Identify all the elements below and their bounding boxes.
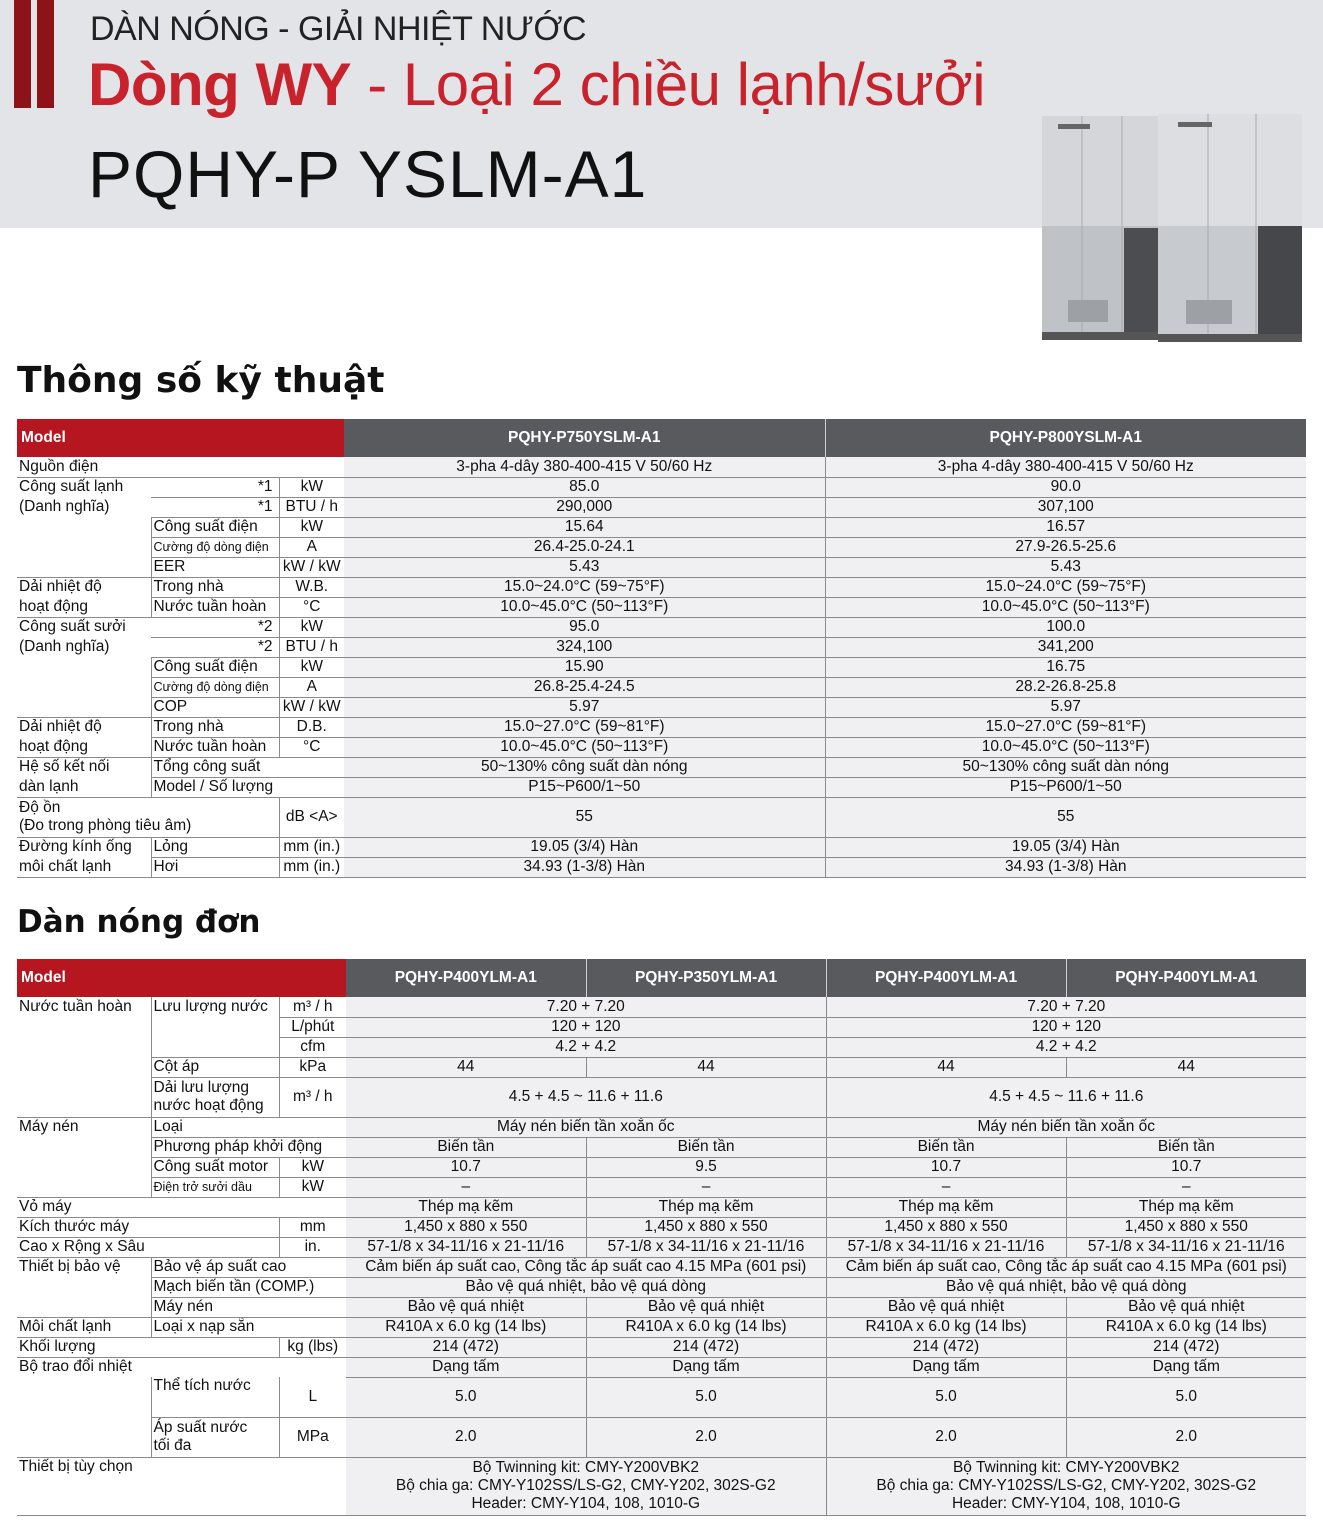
value-cell: 55 — [344, 797, 825, 837]
table-row — [17, 1317, 1306, 1337]
value-cell: 4.2 + 4.2 — [826, 1037, 1306, 1057]
table-row — [17, 1017, 1306, 1037]
value-cell: 7.20 + 7.20 — [826, 997, 1306, 1017]
table-row — [17, 757, 1306, 777]
model-name: PQHY-P750YSLM-A1 — [344, 419, 825, 457]
unit-cell: L/phút — [279, 1017, 346, 1037]
value-cell: Biến tần — [586, 1137, 826, 1157]
value-cell: 214 (472) — [826, 1337, 1066, 1357]
value-cell: Bảo vệ quá nhiệt, bảo vệ quá dòng — [346, 1277, 826, 1297]
table-row — [17, 637, 1306, 657]
noise-label: Độ ồn — [19, 799, 61, 816]
model-name: PQHY-P400YLM-A1 — [826, 959, 1066, 997]
value-cell: Bảo vệ quá nhiệt, bảo vệ quá dòng — [826, 1277, 1306, 1297]
table-row — [17, 1257, 1306, 1277]
value-cell: 214 (472) — [586, 1337, 826, 1357]
value-cell: 2.0 — [586, 1417, 826, 1457]
value-cell: 57-1/8 x 34-11/16 x 21-11/16 — [346, 1237, 586, 1257]
value-cell: Bảo vệ quá nhiệt — [826, 1297, 1066, 1317]
table-row — [17, 1377, 1306, 1417]
unit-cell: kg (lbs) — [279, 1337, 346, 1357]
value-cell: 15.0~24.0°C (59~75°F) — [344, 577, 825, 597]
value-cell: 1,450 x 880 x 550 — [346, 1217, 586, 1237]
sub-label: Nước tuần hoàn — [151, 737, 279, 757]
value-cell: 55 — [825, 797, 1306, 837]
value-cell: 10.0~45.0°C (50~113°F) — [344, 737, 825, 757]
sub-label: Cường độ dòng điện — [151, 677, 279, 697]
table-row — [17, 517, 1306, 537]
unit-cell: kW / kW — [279, 557, 344, 577]
row-label: Thiết bị bảo vệ — [19, 1258, 121, 1276]
value-cell: 5.0 — [826, 1377, 1066, 1417]
value-cell: 57-1/8 x 34-11/16 x 21-11/16 — [586, 1237, 826, 1257]
unit-cell: kW — [279, 517, 344, 537]
value-cell: R410A x 6.0 kg (14 lbs) — [586, 1317, 826, 1337]
value-cell: 15.0~27.0°C (59~81°F) — [825, 717, 1306, 737]
value-cell: – — [346, 1177, 586, 1197]
row-label: Thiết bị tùy chọn — [17, 1457, 346, 1515]
model-name: PQHY-P400YLM-A1 — [1066, 959, 1306, 997]
table-row — [17, 1157, 1306, 1177]
row-label: (Danh nghĩa) — [19, 638, 110, 655]
value-cell: Bảo vệ quá nhiệt — [346, 1297, 586, 1317]
unit-cell: A — [279, 677, 344, 697]
single-header-row — [17, 959, 1306, 997]
value-cell: 5.0 — [1066, 1377, 1306, 1417]
value-cell: 1,450 x 880 x 550 — [826, 1217, 1066, 1237]
unit-cell: cfm — [279, 1037, 346, 1057]
row-label: Nguồn điện — [17, 457, 344, 477]
unit-cell: kW — [279, 1177, 346, 1197]
outdoor-unit-right — [1158, 114, 1302, 342]
value-cell: 1,450 x 880 x 550 — [1066, 1217, 1306, 1237]
unit-cell: mm (in.) — [279, 857, 344, 877]
unit-cell: MPa — [279, 1417, 346, 1457]
unit-cell: BTU / h — [279, 497, 344, 517]
value-cell: 85.0 — [344, 477, 825, 497]
row-label: Môi chất lạnh — [17, 1317, 151, 1337]
unit-cell: kW — [279, 617, 344, 637]
unit-cell: D.B. — [279, 717, 344, 737]
value-cell: 10.0~45.0°C (50~113°F) — [344, 597, 825, 617]
footnote-mark: *1 — [151, 477, 279, 497]
value-cell: Thép mạ kẽm — [346, 1197, 586, 1217]
model-label: Model — [17, 419, 344, 457]
sub-label: Cột áp — [151, 1057, 279, 1077]
sub-label: Thể tích nước — [151, 1377, 279, 1417]
value-cell: 5.0 — [586, 1377, 826, 1417]
table-row — [17, 497, 1306, 517]
value-cell: Máy nén biến tần xoắn ốc — [346, 1117, 826, 1137]
specs-title: Thông số kỹ thuật — [17, 360, 385, 401]
header-model: PQHY-P YSLM-A1 — [88, 137, 648, 211]
unit-cell: L — [279, 1377, 346, 1417]
table-row — [17, 657, 1306, 677]
title-bold: Dòng WY — [88, 51, 352, 118]
value-cell: 28.2-26.8-25.8 — [825, 677, 1306, 697]
value-cell: 324,100 — [344, 637, 825, 657]
value-cell: 4.5 + 4.5 ~ 11.6 + 11.6 — [826, 1077, 1306, 1117]
unit-cell: kPa — [279, 1057, 346, 1077]
table-row — [17, 1197, 1306, 1217]
table-row — [17, 1237, 1306, 1257]
value-cell: Biến tần — [1066, 1137, 1306, 1157]
value-cell: R410A x 6.0 kg (14 lbs) — [826, 1317, 1066, 1337]
unit-cell: °C — [279, 597, 344, 617]
value-cell: R410A x 6.0 kg (14 lbs) — [346, 1317, 586, 1337]
table-row — [17, 797, 1306, 837]
table-row — [17, 1417, 1306, 1457]
row-label: Máy nén — [19, 1118, 79, 1136]
unit-cell: W.B. — [279, 577, 344, 597]
model-name: PQHY-P400YLM-A1 — [346, 959, 586, 997]
value-cell: 95.0 — [344, 617, 825, 637]
value-cell: 3-pha 4-dây 380-400-415 V 50/60 Hz — [825, 457, 1306, 477]
table-row — [17, 477, 1306, 497]
value-cell: 57-1/8 x 34-11/16 x 21-11/16 — [826, 1237, 1066, 1257]
value-cell: 4.2 + 4.2 — [346, 1037, 826, 1057]
unit-cell: mm (in.) — [279, 837, 344, 857]
model-name: PQHY-P800YSLM-A1 — [825, 419, 1306, 457]
sub-label: Tổng công suất — [151, 757, 344, 777]
value-cell: R410A x 6.0 kg (14 lbs) — [1066, 1317, 1306, 1337]
value-cell: 34.93 (1-3/8) Hàn — [344, 857, 825, 877]
sub-label: Máy nén — [151, 1297, 346, 1317]
value-cell: 19.05 (3/4) Hàn — [825, 837, 1306, 857]
table-row — [17, 1037, 1306, 1057]
value-cell: Bảo vệ quá nhiệt — [1066, 1297, 1306, 1317]
row-label: dàn lạnh — [17, 777, 151, 797]
value-cell: 26.4-25.0-24.1 — [344, 537, 825, 557]
value-cell: 10.7 — [1066, 1157, 1306, 1177]
table-row — [17, 677, 1306, 697]
value-cell: 214 (472) — [1066, 1337, 1306, 1357]
table-row — [17, 1297, 1306, 1317]
unit-cell: kW — [279, 477, 344, 497]
value-cell: 15.64 — [344, 517, 825, 537]
table-row — [17, 857, 1306, 877]
sub-label: Nước tuần hoàn — [151, 597, 279, 617]
table-row — [17, 617, 1306, 637]
value-cell: 341,200 — [825, 637, 1306, 657]
sub-label: Model / Số lượng — [151, 777, 344, 797]
model-name: PQHY-P350YLM-A1 — [586, 959, 826, 997]
value-cell: Máy nén biến tần xoắn ốc — [826, 1117, 1306, 1137]
sub-label: Cường độ dòng điện — [151, 537, 279, 557]
table-row — [17, 1457, 1306, 1515]
value-cell: 290,000 — [344, 497, 825, 517]
sub-label: Lỏng — [151, 837, 279, 857]
single-title: Dàn nóng đơn — [17, 904, 261, 940]
value-cell: 214 (472) — [346, 1337, 586, 1357]
sub-label: Lưu lượng nước — [151, 997, 279, 1017]
value-cell: P15~P600/1~50 — [344, 777, 825, 797]
value-cell: 27.9-26.5-25.6 — [825, 537, 1306, 557]
value-cell: P15~P600/1~50 — [825, 777, 1306, 797]
value-cell: Cảm biến áp suất cao, Công tắc áp suất cao 4.15 MPa (601 psi) — [826, 1257, 1306, 1277]
value-cell: 15.0~24.0°C (59~75°F) — [825, 577, 1306, 597]
sub-label: Công suất motor — [151, 1157, 279, 1177]
value-cell: Biến tần — [346, 1137, 586, 1157]
header-title — [88, 50, 985, 119]
value-cell: 120 + 120 — [826, 1017, 1306, 1037]
value-cell: Cảm biến áp suất cao, Công tắc áp suất cao 4.15 MPa (601 psi) — [346, 1257, 826, 1277]
value-cell: – — [1066, 1177, 1306, 1197]
value-cell: Bảo vệ quá nhiệt — [586, 1297, 826, 1317]
unit-cell: kW — [279, 1157, 346, 1177]
accent-bar-right — [37, 0, 54, 108]
row-label: Bộ trao đổi nhiệt — [19, 1358, 132, 1376]
value-cell: 44 — [1066, 1057, 1306, 1077]
accent-bar-left — [14, 0, 31, 108]
unit-cell: kW / kW — [279, 697, 344, 717]
table-row — [17, 577, 1306, 597]
sub-label: EER — [151, 557, 279, 577]
sub-label: Trong nhà — [151, 577, 279, 597]
table-row — [17, 1057, 1306, 1077]
sub-label: Bảo vệ áp suất cao — [151, 1257, 346, 1277]
row-label: Vỏ máy — [17, 1197, 346, 1217]
table-row — [17, 997, 1306, 1017]
outdoor-unit-left — [1042, 116, 1162, 340]
unit-cell: BTU / h — [279, 637, 344, 657]
table-row — [17, 1337, 1306, 1357]
footnote-mark: *1 — [151, 497, 279, 517]
sub-label: Công suất điện — [151, 657, 279, 677]
unit-cell: m³ / h — [279, 1077, 346, 1117]
value-cell: Bộ Twinning kit: CMY-Y200VBK2 Bộ chia ga: CMY-Y102SS/LS-G2, CMY-Y202, 302S-G2 Header: CMY-Y104, 108, 1010-G — [826, 1457, 1306, 1515]
row-label: Cao x Rộng x Sâu — [17, 1237, 279, 1257]
value-cell: 10.0~45.0°C (50~113°F) — [825, 597, 1306, 617]
value-cell: 3-pha 4-dây 380-400-415 V 50/60 Hz — [344, 457, 825, 477]
outdoor-units-image — [1038, 110, 1306, 346]
table-row — [17, 737, 1306, 757]
table-row — [17, 777, 1306, 797]
value-cell: Dạng tấm — [586, 1357, 826, 1377]
value-cell: 2.0 — [346, 1417, 586, 1457]
table-row — [17, 1277, 1306, 1297]
value-cell: 10.7 — [826, 1157, 1066, 1177]
value-cell: Bộ Twinning kit: CMY-Y200VBK2 Bộ chia ga: CMY-Y102SS/LS-G2, CMY-Y202, 302S-G2 Header: CMY-Y104, 108, 1010-G — [346, 1457, 826, 1515]
table-row — [17, 1117, 1306, 1137]
sub-label: Loại — [151, 1117, 346, 1137]
row-label: môi chất lạnh — [17, 857, 151, 877]
sub-label: Phương pháp khởi động — [151, 1137, 346, 1157]
value-cell: Thép mạ kẽm — [1066, 1197, 1306, 1217]
value-cell: 34.93 (1-3/8) Hàn — [825, 857, 1306, 877]
value-cell: 44 — [346, 1057, 586, 1077]
value-cell: 5.0 — [346, 1377, 586, 1417]
table-row — [17, 597, 1306, 617]
value-cell: 16.57 — [825, 517, 1306, 537]
value-cell: 120 + 120 — [346, 1017, 826, 1037]
value-cell: 307,100 — [825, 497, 1306, 517]
row-label: Đường kính ống — [19, 838, 132, 856]
value-cell: 57-1/8 x 34-11/16 x 21-11/16 — [1066, 1237, 1306, 1257]
sub-label: Điện trở sưởi dầu — [151, 1177, 279, 1197]
value-cell: 44 — [826, 1057, 1066, 1077]
model-label: Model — [17, 959, 346, 997]
value-cell: Dạng tấm — [346, 1357, 586, 1377]
row-label: Dải nhiệt độ — [19, 578, 102, 596]
value-cell: 5.43 — [344, 557, 825, 577]
value-cell: Dạng tấm — [1066, 1357, 1306, 1377]
value-cell: 9.5 — [586, 1157, 826, 1177]
table-row — [17, 557, 1306, 577]
unit-cell: dB <A> — [279, 797, 344, 837]
row-label — [17, 797, 279, 837]
sub-label: COP — [151, 697, 279, 717]
noise-note: (Đo trong phòng tiêu âm) — [19, 817, 192, 834]
value-cell: 16.75 — [825, 657, 1306, 677]
sub-label: Dải lưu lượng nước hoạt động — [151, 1077, 279, 1117]
sub-label: Trong nhà — [151, 717, 279, 737]
value-cell: Thép mạ kẽm — [586, 1197, 826, 1217]
row-label: Công suất lạnh — [19, 478, 124, 496]
table-row — [17, 697, 1306, 717]
row-label: Khối lượng — [17, 1337, 279, 1357]
single-unit-table — [17, 959, 1306, 1516]
value-cell: 100.0 — [825, 617, 1306, 637]
header-pretitle: DÀN NÓNG - GIẢI NHIỆT NƯỚC — [90, 10, 587, 48]
row-label: (Danh nghĩa) — [19, 498, 110, 515]
value-cell: 10.0~45.0°C (50~113°F) — [825, 737, 1306, 757]
value-cell: 15.90 — [344, 657, 825, 677]
value-cell: 10.7 — [346, 1157, 586, 1177]
value-cell: 2.0 — [1066, 1417, 1306, 1457]
value-cell: 5.43 — [825, 557, 1306, 577]
value-cell: 5.97 — [825, 697, 1306, 717]
value-cell: 15.0~27.0°C (59~81°F) — [344, 717, 825, 737]
value-cell: Thép mạ kẽm — [826, 1197, 1066, 1217]
table-row — [17, 1137, 1306, 1157]
sub-label: Công suất điện — [151, 517, 279, 537]
unit-cell: kW — [279, 657, 344, 677]
value-cell: – — [586, 1177, 826, 1197]
value-cell: 50~130% công suất dàn nóng — [825, 757, 1306, 777]
unit-cell: A — [279, 537, 344, 557]
value-cell: 2.0 — [826, 1417, 1066, 1457]
footnote-mark: *2 — [151, 617, 279, 637]
row-label: hoạt động — [17, 597, 151, 617]
row-label: hoạt động — [17, 737, 151, 757]
unit-cell: in. — [279, 1237, 346, 1257]
table-row — [17, 537, 1306, 557]
row-label: Kích thước máy — [17, 1217, 279, 1237]
specs-header-row — [17, 419, 1306, 457]
value-cell: 44 — [586, 1057, 826, 1077]
table-row — [17, 837, 1306, 857]
unit-cell: °C — [279, 737, 344, 757]
table-row — [17, 717, 1306, 737]
sub-label: Hơi — [151, 857, 279, 877]
row-label: Công suất sưởi — [19, 618, 126, 636]
value-cell: Dạng tấm — [826, 1357, 1066, 1377]
row-label: Nước tuần hoàn — [19, 998, 132, 1015]
row-label: Dải nhiệt độ — [19, 718, 102, 736]
sub-label: Áp suất nước tối đa — [151, 1417, 279, 1457]
value-cell: 1,450 x 880 x 550 — [586, 1217, 826, 1237]
value-cell: Biến tần — [826, 1137, 1066, 1157]
sub-label: Loại x nạp sẵn — [151, 1317, 346, 1337]
unit-cell: mm — [279, 1217, 346, 1237]
table-row — [17, 1077, 1306, 1117]
value-cell: 26.8-25.4-24.5 — [344, 677, 825, 697]
table-row — [17, 1177, 1306, 1197]
specs-table — [17, 419, 1306, 878]
value-cell: – — [826, 1177, 1066, 1197]
value-cell: 4.5 + 4.5 ~ 11.6 + 11.6 — [346, 1077, 826, 1117]
footnote-mark: *2 — [151, 637, 279, 657]
value-cell: 50~130% công suất dàn nóng — [344, 757, 825, 777]
title-rest: - Loại 2 chiều lạnh/sưởi — [351, 51, 986, 118]
table-row — [17, 457, 1306, 477]
value-cell: 90.0 — [825, 477, 1306, 497]
sub-label: Mạch biến tần (COMP.) — [151, 1277, 346, 1297]
unit-cell: m³ / h — [279, 997, 346, 1017]
value-cell: 19.05 (3/4) Hàn — [344, 837, 825, 857]
table-row — [17, 1357, 1306, 1377]
value-cell: 5.97 — [344, 697, 825, 717]
row-label: Hệ số kết nối — [19, 758, 110, 776]
value-cell: 7.20 + 7.20 — [346, 997, 826, 1017]
table-row — [17, 1217, 1306, 1237]
